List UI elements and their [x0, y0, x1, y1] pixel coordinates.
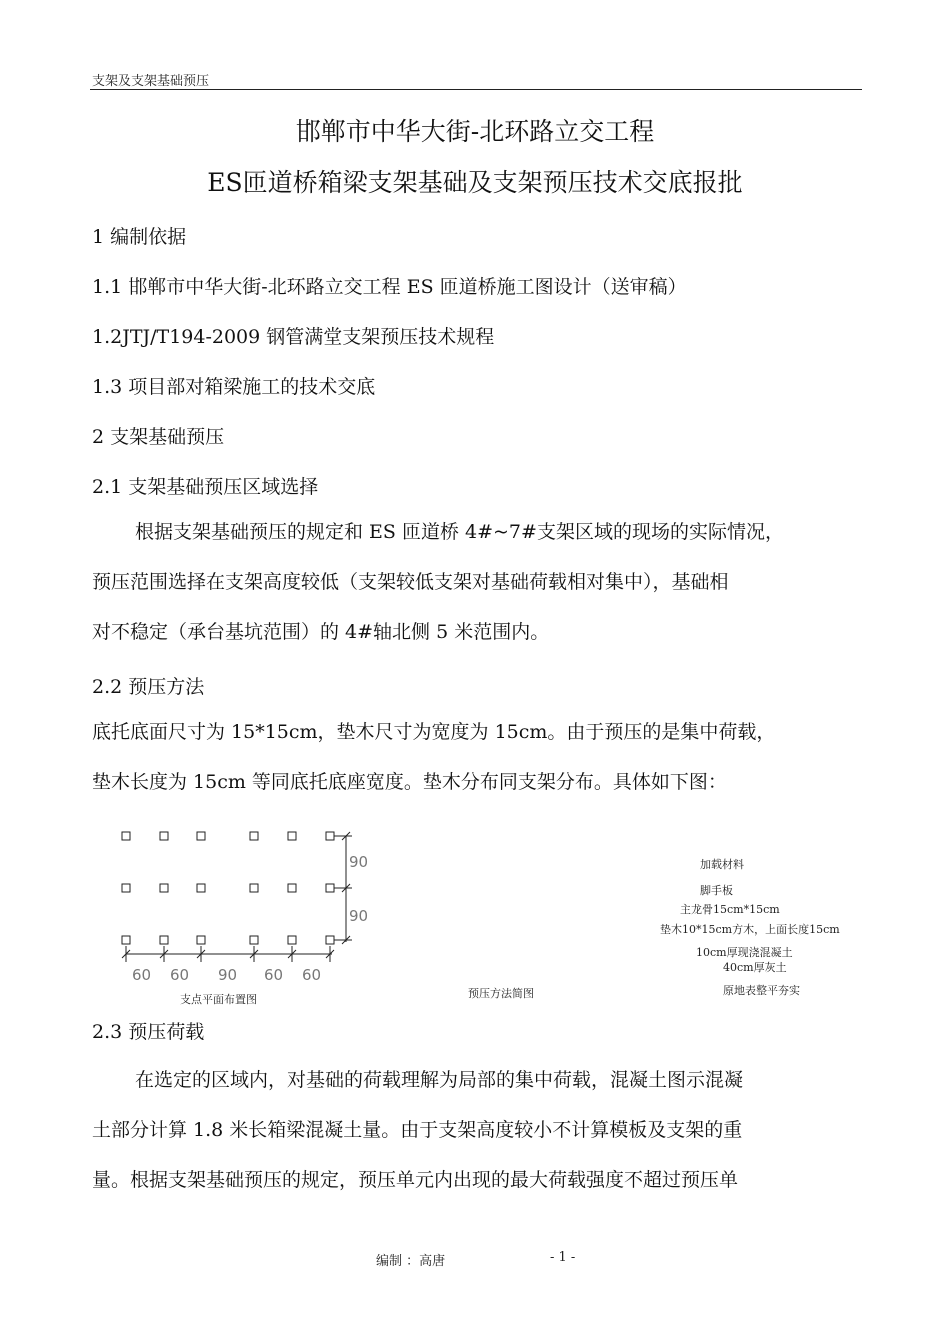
layer-label: 脚手板 [700, 884, 733, 897]
horizontal-dimension-line [122, 946, 334, 962]
vertical-dim-label: 90 [349, 907, 369, 925]
section-2-1: 2.1 支架基础预压区域选择 [92, 476, 319, 498]
paragraph-line: 预压范围选择在支架高度较低（支架较低支架对基础荷载相对集中），基础相 [92, 571, 729, 593]
method-caption: 预压方法简图 [468, 987, 534, 1000]
support-point [250, 936, 258, 944]
doc-title-line1: 邯郸市中华大街-北环路立交工程 [295, 117, 655, 146]
support-point [326, 936, 334, 944]
horizontal-dim-label: 90 [218, 966, 238, 984]
plan-caption: 支点平面布置图 [180, 993, 257, 1006]
support-point [326, 832, 334, 840]
section-2-3: 2.3 预压荷载 [92, 1021, 205, 1043]
page-header: 支架及支架基础预压 [92, 74, 210, 89]
support-point [250, 832, 258, 840]
support-point [160, 884, 168, 892]
paragraph-line: 对不稳定（承台基坑范围）的 4#轴北侧 5 米范围内。 [92, 621, 550, 643]
section-2-2: 2.2 预压方法 [92, 676, 205, 698]
support-point [122, 936, 130, 944]
support-point [197, 832, 205, 840]
support-points [122, 832, 334, 944]
support-point [288, 884, 296, 892]
doc-title-line2: ES匝道桥箱梁支架基础及支架预压技术交底报批 [207, 168, 743, 197]
support-point [160, 832, 168, 840]
layer-label: 40cm厚灰土 [723, 961, 787, 974]
layer-label: 原地表整平夯实 [723, 984, 800, 997]
horizontal-dim-label: 60 [302, 966, 322, 984]
section-1-3: 1.3 项目部对箱梁施工的技术交底 [92, 376, 376, 398]
support-point [122, 884, 130, 892]
support-plan-diagram [122, 832, 368, 1006]
vertical-dim-label: 90 [349, 853, 369, 871]
vertical-dimension-line [334, 832, 352, 944]
paragraph-line: 垫木长度为 15cm 等同底托底座宽度。垫木分布同支架分布。具体如下图： [92, 771, 727, 793]
header-rule [90, 89, 862, 90]
footer-editor: 编制 ：高唐 [376, 1254, 446, 1269]
paragraph-line: 在选定的区域内，对基础的荷载理解为局部的集中荷载，混凝土图示混凝 [135, 1069, 744, 1091]
horizontal-dim-label: 60 [132, 966, 152, 984]
layer-label: 垫木10*15cm方木，上面长度15cm [660, 923, 840, 936]
support-point [122, 832, 130, 840]
support-point [197, 936, 205, 944]
layer-label: 加载材料 [700, 858, 744, 871]
section-1-heading: 1 编制依据 [92, 226, 187, 248]
layer-label: 10cm厚现浇混凝土 [696, 946, 793, 959]
preload-figure [90, 820, 850, 1010]
paragraph-line: 底托底面尺寸为 15*15cm，垫木尺寸为宽度为 15cm。由于预压的是集中荷载， [92, 721, 776, 743]
layer-label: 主龙骨15cm*15cm [680, 903, 780, 916]
paragraph-load [92, 1055, 862, 1205]
paragraph-line: 土部分计算 1.8 米长箱梁混凝土量。由于支架高度较小不计算模板及支架的重 [92, 1119, 743, 1141]
section-1-1: 1.1 邯郸市中华大街-北环路立交工程 ES 匝道桥施工图设计（送审稿） [92, 276, 687, 298]
footer-page-number: - 1 - [550, 1250, 576, 1265]
section-1-2: 1.2JTJ/T194-2009 钢管满堂支架预压技术规程 [92, 326, 495, 348]
support-point [326, 884, 334, 892]
section-2-heading: 2 支架基础预压 [92, 426, 225, 448]
paragraph-method [92, 707, 862, 807]
support-point [160, 936, 168, 944]
horizontal-dim-label: 60 [170, 966, 190, 984]
paragraph-line: 根据支架基础预压的规定和 ES 匝道桥 4#~7#支架区域的现场的实际情况， [135, 521, 784, 543]
support-point [197, 884, 205, 892]
preload-layer-labels [660, 857, 840, 997]
paragraph-line: 量。根据支架基础预压的规定，预压单元内出现的最大荷载强度不超过预压单 [92, 1169, 739, 1191]
support-point [288, 832, 296, 840]
support-point [288, 936, 296, 944]
support-point [250, 884, 258, 892]
horizontal-dim-label: 60 [264, 966, 284, 984]
paragraph-region-selection [92, 507, 862, 657]
